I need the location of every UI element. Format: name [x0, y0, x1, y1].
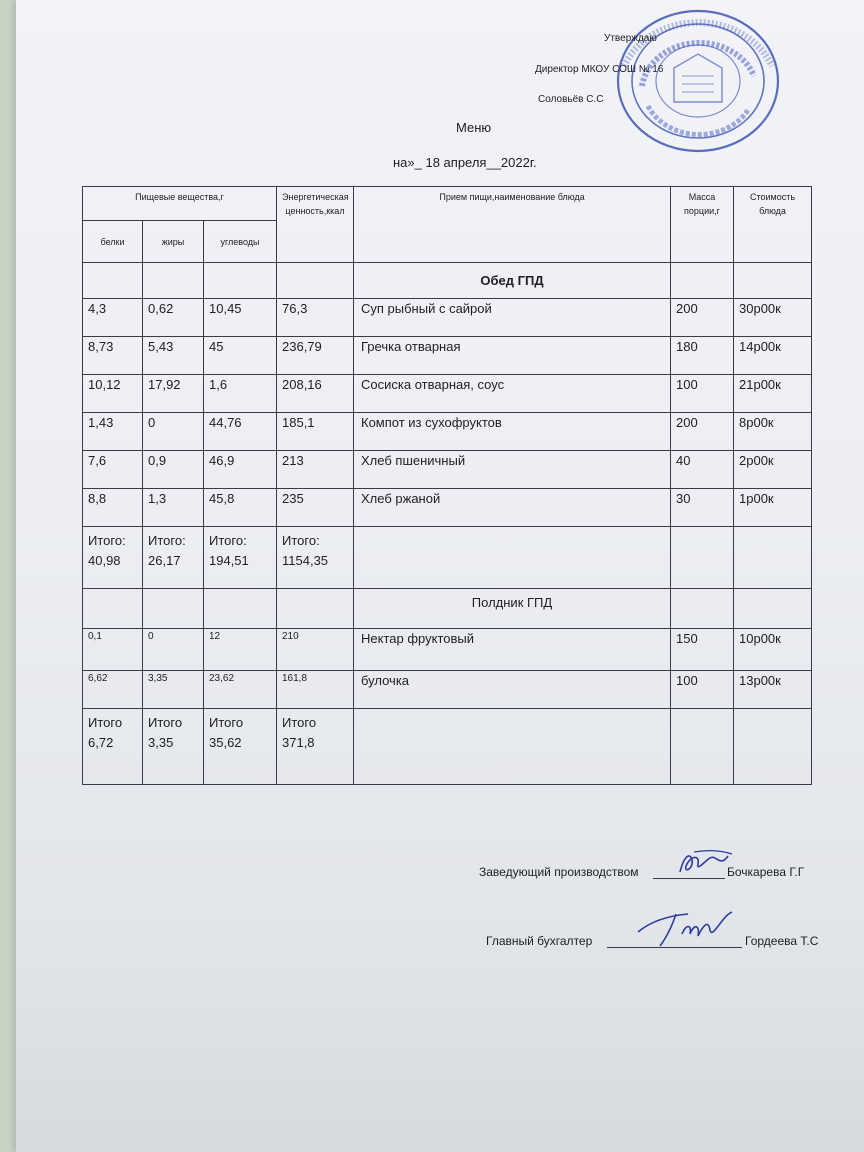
total-label: Итого — [148, 715, 183, 730]
cell-proteins: 10,12 — [83, 375, 143, 413]
cell-energy: 210 — [277, 629, 354, 671]
approval-line-3: Соловьёв С.С — [538, 94, 604, 105]
cell-fats: 5,43 — [143, 337, 204, 375]
table-row — [83, 629, 812, 671]
cell-energy: 161,8 — [277, 671, 354, 709]
cell-carbs: 10,45 — [204, 299, 277, 337]
date-line: на»_ 18 апреля__2022г. — [393, 155, 537, 170]
header-proteins: белки — [83, 221, 143, 263]
cell-price: 14р00к — [734, 337, 812, 375]
total-fats — [143, 527, 204, 589]
cell-mass: 100 — [671, 671, 734, 709]
total-value: 40,98 — [88, 553, 121, 568]
empty-cell — [671, 263, 734, 299]
total-energy — [277, 709, 354, 785]
cell-mass: 100 — [671, 375, 734, 413]
table-row — [83, 375, 812, 413]
accountant-signature — [636, 906, 736, 954]
cell-mass: 200 — [671, 299, 734, 337]
empty-cell — [204, 263, 277, 299]
approval-line-2: Директор МКОУ СОШ № 16 — [535, 64, 664, 75]
chief-accountant-name: Гордеева Т.С — [745, 934, 819, 948]
cell-fats: 0 — [143, 413, 204, 451]
cell-price: 21р00к — [734, 375, 812, 413]
empty-cell — [734, 263, 812, 299]
total-proteins — [83, 709, 143, 785]
cell-energy: 185,1 — [277, 413, 354, 451]
cell-dish-name: Компот из сухофруктов — [354, 413, 671, 451]
total-label: Итого: — [88, 533, 126, 548]
cell-dish-name: Хлеб пшеничный — [354, 451, 671, 489]
header-mass: Масса порции,г — [671, 187, 734, 263]
cell-mass: 150 — [671, 629, 734, 671]
cell-carbs: 46,9 — [204, 451, 277, 489]
total-row — [83, 527, 812, 589]
cell-energy: 76,3 — [277, 299, 354, 337]
table-row — [83, 489, 812, 527]
cell-mass: 200 — [671, 413, 734, 451]
total-carbs — [204, 709, 277, 785]
cell-mass: 40 — [671, 451, 734, 489]
empty-cell — [83, 263, 143, 299]
table-row — [83, 299, 812, 337]
empty-cell — [734, 709, 812, 785]
cell-dish-name: Суп рыбный с сайрой — [354, 299, 671, 337]
cell-energy: 208,16 — [277, 375, 354, 413]
cell-fats: 0,9 — [143, 451, 204, 489]
cell-mass: 180 — [671, 337, 734, 375]
cell-carbs: 45,8 — [204, 489, 277, 527]
cell-proteins: 7,6 — [83, 451, 143, 489]
header-row — [83, 187, 812, 221]
total-energy — [277, 527, 354, 589]
cell-energy: 236,79 — [277, 337, 354, 375]
cell-dish-name: Хлеб ржаной — [354, 489, 671, 527]
total-row — [83, 709, 812, 785]
cell-proteins: 4,3 — [83, 299, 143, 337]
empty-cell — [671, 527, 734, 589]
total-label: Итого — [88, 715, 123, 730]
cell-carbs: 45 — [204, 337, 277, 375]
production-manager-label: Заведующий производством — [479, 865, 639, 879]
total-value: 1154,35 — [282, 553, 329, 568]
empty-cell — [277, 589, 354, 629]
cell-fats: 17,92 — [143, 375, 204, 413]
header-price: Стоимость блюда — [734, 187, 812, 263]
header-nutrients: Пищевые вещества,г — [83, 187, 277, 221]
cell-fats: 0 — [143, 629, 204, 671]
empty-cell — [671, 589, 734, 629]
cell-dish-name: Гречка отварная — [354, 337, 671, 375]
cell-dish-name: булочка — [354, 671, 671, 709]
empty-cell — [734, 589, 812, 629]
section-title-row — [83, 589, 812, 629]
production-manager-name: Бочкарева Г.Г — [727, 865, 805, 879]
official-stamp — [612, 6, 784, 156]
total-fats — [143, 709, 204, 785]
empty-cell — [277, 263, 354, 299]
cell-proteins: 6,62 — [83, 671, 143, 709]
menu-table — [82, 186, 812, 785]
cell-proteins: 0,1 — [83, 629, 143, 671]
total-label: Итого: — [148, 533, 186, 548]
cell-price: 8р00к — [734, 413, 812, 451]
cell-proteins: 1,43 — [83, 413, 143, 451]
total-label: Итого — [282, 715, 317, 730]
empty-cell — [83, 589, 143, 629]
table-row — [83, 451, 812, 489]
total-proteins — [83, 527, 143, 589]
total-carbs — [204, 527, 277, 589]
empty-cell — [354, 709, 671, 785]
total-value: 26,17 — [148, 553, 181, 568]
header-meal: Прием пищи,наименование блюда — [354, 187, 671, 263]
approval-line-1: Утверждаю — [604, 33, 657, 44]
empty-cell — [671, 709, 734, 785]
cell-carbs: 44,76 — [204, 413, 277, 451]
cell-dish-name: Сосиска отварная, соус — [354, 375, 671, 413]
empty-cell — [143, 263, 204, 299]
total-value: 6,72 — [88, 735, 114, 750]
cell-carbs: 23,62 — [204, 671, 277, 709]
empty-cell — [734, 527, 812, 589]
cell-fats: 3,35 — [143, 671, 204, 709]
cell-dish-name: Нектар фруктовый — [354, 629, 671, 671]
total-value: 194,51 — [209, 553, 249, 568]
cell-price: 10р00к — [734, 629, 812, 671]
total-label: Итого: — [209, 533, 247, 548]
empty-cell — [354, 527, 671, 589]
header-carbs: углеводы — [204, 221, 277, 263]
cell-mass: 30 — [671, 489, 734, 527]
empty-cell — [204, 589, 277, 629]
header-energy: Энергетическая ценность,ккал — [277, 187, 354, 263]
cell-carbs: 12 — [204, 629, 277, 671]
header-fats: жиры — [143, 221, 204, 263]
cell-price: 1р00к — [734, 489, 812, 527]
empty-cell — [143, 589, 204, 629]
cell-price: 13р00к — [734, 671, 812, 709]
cell-fats: 0,62 — [143, 299, 204, 337]
cell-energy: 235 — [277, 489, 354, 527]
section-title-row — [83, 263, 812, 299]
total-label: Итого: — [282, 533, 320, 548]
table-row — [83, 671, 812, 709]
total-value: 35,62 — [209, 735, 242, 750]
table-row — [83, 413, 812, 451]
page-title: Меню — [456, 120, 492, 135]
cell-energy: 213 — [277, 451, 354, 489]
total-value: 371,8 — [282, 735, 315, 750]
total-value: 3,35 — [148, 735, 174, 750]
section-title: Полдник ГПД — [354, 589, 671, 629]
cell-proteins: 8,8 — [83, 489, 143, 527]
cell-fats: 1,3 — [143, 489, 204, 527]
cell-price: 30р00к — [734, 299, 812, 337]
chief-accountant-label: Главный бухгалтер — [486, 934, 593, 948]
total-label: Итого — [209, 715, 244, 730]
cell-carbs: 1,6 — [204, 375, 277, 413]
cell-price: 2р00к — [734, 451, 812, 489]
table-row — [83, 337, 812, 375]
cell-proteins: 8,73 — [83, 337, 143, 375]
section-title: Обед ГПД — [354, 263, 671, 299]
